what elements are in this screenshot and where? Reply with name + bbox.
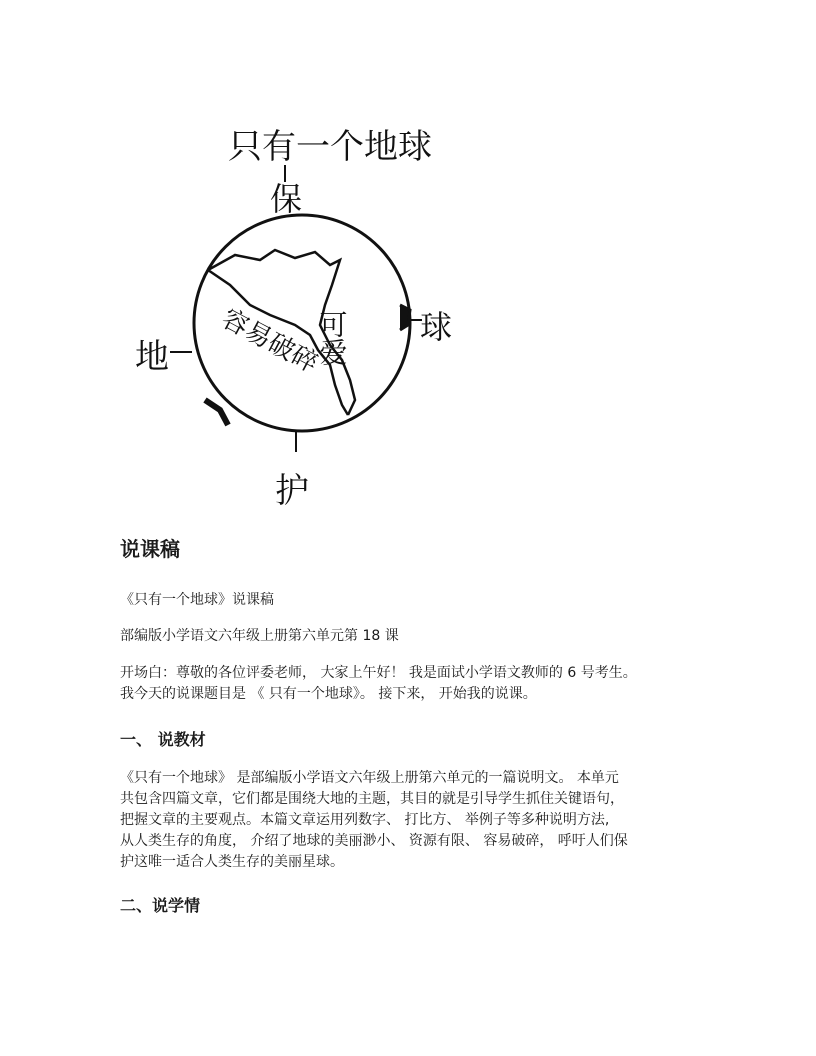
source-line: 部编版小学语文六年级上册第六单元第 18 课 (120, 628, 399, 644)
sketch-char-left: 地 (135, 337, 169, 377)
paragraph-line: 《只有一个地球》 是部编版小学语文六年级上册第六单元的一篇说明文。 本单元 (120, 770, 619, 786)
sketch-char-right: 球 (420, 308, 453, 346)
paragraph-line: 从人类生存的角度， 介绍了地球的美丽渺小、 资源有限、 容易破碎， 呼吁人们保 (120, 833, 628, 849)
section-heading-learners: 二、说学情 (120, 896, 201, 915)
paragraph-line: 共包含四篇文章，它们都是围绕大地的主题，其目的就是引导学生抓住关键语句， (120, 791, 624, 807)
sketch-text-inside-right: 可爱 (315, 310, 349, 366)
sketch-title: 只有一个地球 (228, 127, 432, 167)
sketch-char-top: 保 (270, 180, 303, 218)
earth-sketch-illustration (110, 110, 480, 520)
page-title: 说课稿 (120, 537, 180, 561)
opening-line-1: 开场白：尊敬的各位评委老师， 大家上午好！ 我是面试小学语文教师的 6 号考生。 (120, 665, 637, 681)
paragraph-line: 把握文章的主要观点。本篇文章运用列数字、 打比方、 举例子等多种说明方法, (120, 812, 610, 828)
opening-line-2: 我今天的说课题目是 《 只有一个地球》。 接下来， 开始我的说课。 (120, 686, 537, 702)
section-heading-teaching-material: 一、 说教材 (120, 730, 206, 749)
sketch-char-bottom: 护 (275, 471, 309, 511)
lesson-title: 《只有一个地球》说课稿 (120, 592, 274, 608)
paragraph-line: 护这唯一适合人类生存的美丽星球。 (120, 854, 344, 870)
sketch-text-inside-left: 容易破碎 (216, 303, 323, 380)
